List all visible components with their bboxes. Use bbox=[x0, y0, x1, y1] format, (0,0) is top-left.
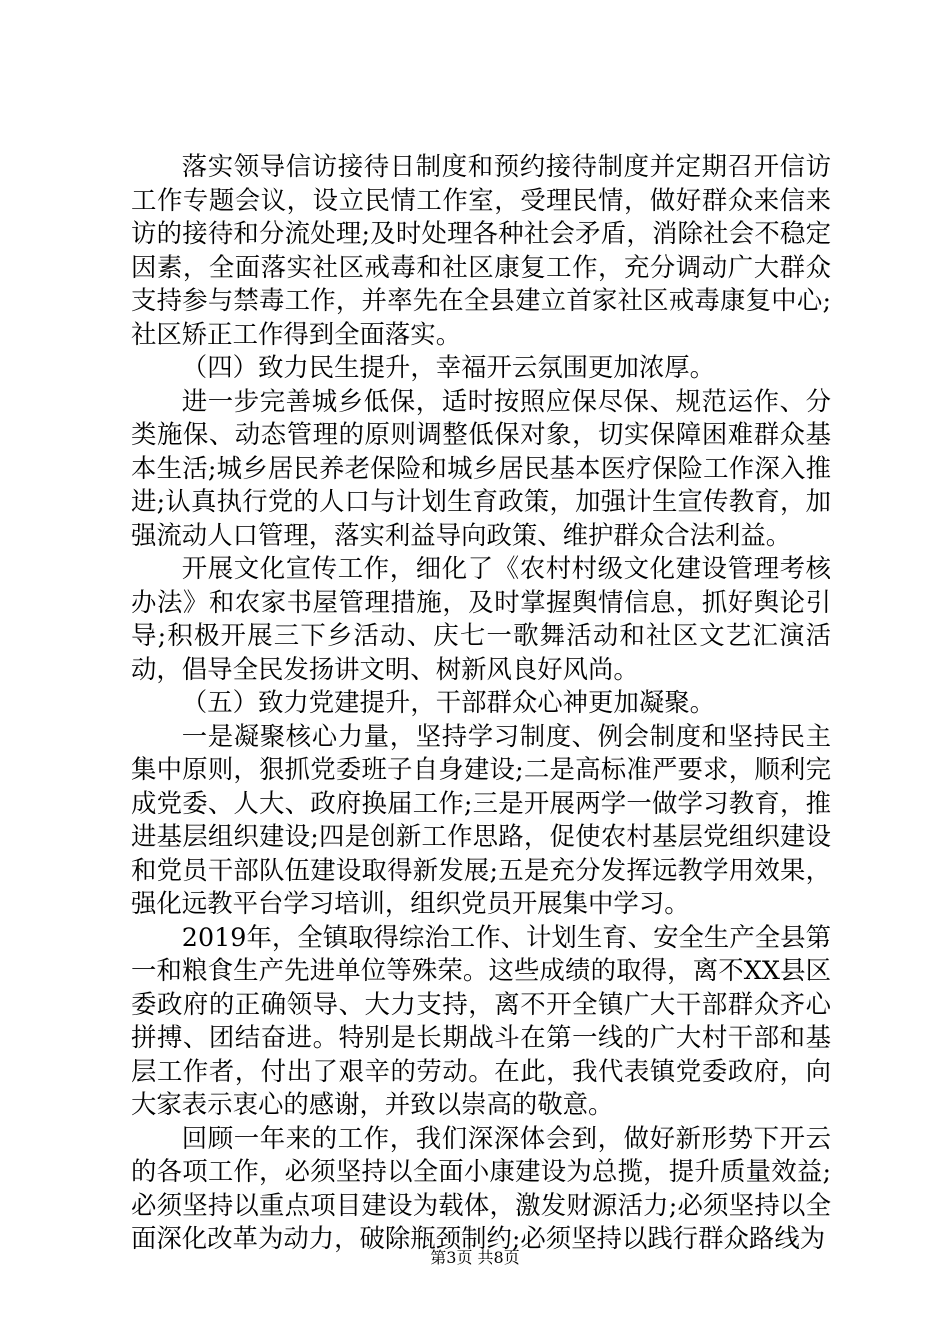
paragraph-review: 回顾一年来的工作，我们深深体会到，做好新形势下开云的各项工作，必须坚持以全面小康建设为总揽，提升质量效益;必须坚持以重点项目建设为载体，激发财源活力;必须坚持以全面深化改革为动力，破除瓶颈制约;必须坚持以践行群众路线为 bbox=[131, 1122, 831, 1253]
page-footer bbox=[0, 1248, 950, 1268]
paragraph-social-security: 进一步完善城乡低保，适时按照应保尽保、规范运作、分类施保、动态管理的原则调整低保对象，切实保障困难群众基本生活;城乡居民养老保险和城乡居民基本医疗保险工作深入推进;认真执行党的人口与计划生育政策，加强计生宣传教育，加强流动人口管理，落实利益导向政策、维护群众合法利益。 bbox=[131, 385, 831, 550]
heading-party-building: （五）致力党建提升，干部群众心神更加凝聚。 bbox=[181, 687, 715, 717]
heading-livelihood: （四）致力民生提升，幸福开云氛围更加浓厚。 bbox=[181, 352, 715, 382]
page-number: 第3页 共8页 bbox=[430, 1248, 520, 1267]
document-body bbox=[131, 150, 831, 1256]
paragraph-culture-propaganda: 开展文化宣传工作，细化了《农村村级文化建设管理考核办法》和农家书屋管理措施，及时掌握舆情信息，抓好舆论引导;积极开展三下乡活动、庆七一歌舞活动和社区文艺汇演活动，倡导全民发扬讲文明、树新风良好风尚。 bbox=[131, 553, 831, 684]
paragraph-petition-work: 落实领导信访接待日制度和预约接待制度并定期召开信访工作专题会议，设立民情工作室，受理民情，做好群众来信来访的接待和分流处理;及时处理各种社会矛盾，消除社会不稳定因素，全面落实社区戒毒和社区康复工作，充分调动广大群众支持参与禁毒工作，并率先在全县建立首家社区戒毒康复中心;社区矫正工作得到全面落实。 bbox=[131, 151, 831, 349]
paragraph-party-building: 一是凝聚核心力量，坚持学习制度、例会制度和坚持民主集中原则，狠抓党委班子自身建设;二是高标准严要求，顺利完成党委、人大、政府换届工作;三是开展两学一做学习教育，推进基层组织建设;四是创新工作思路，促使农村基层党组织建设和党员干部队伍建设取得新发展;五是充分发挥远教学用效果，强化远教平台学习培训，组织党员开展集中学习。 bbox=[131, 720, 831, 918]
paragraph-achievements: 2019年，全镇取得综治工作、计划生育、安全生产全县第一和粮食生产先进单位等殊荣。这些成绩的取得，离不XX县区委政府的正确领导、大力支持，离不开全镇广大干部群众齐心拼搏、团结奋进。特别是长期战斗在第一线的广大村干部和基层工作者，付出了艰辛的劳动。在此，我代表镇党委政府，向大家表示衷心的感谢，并致以崇高的敬意。 bbox=[131, 921, 831, 1119]
